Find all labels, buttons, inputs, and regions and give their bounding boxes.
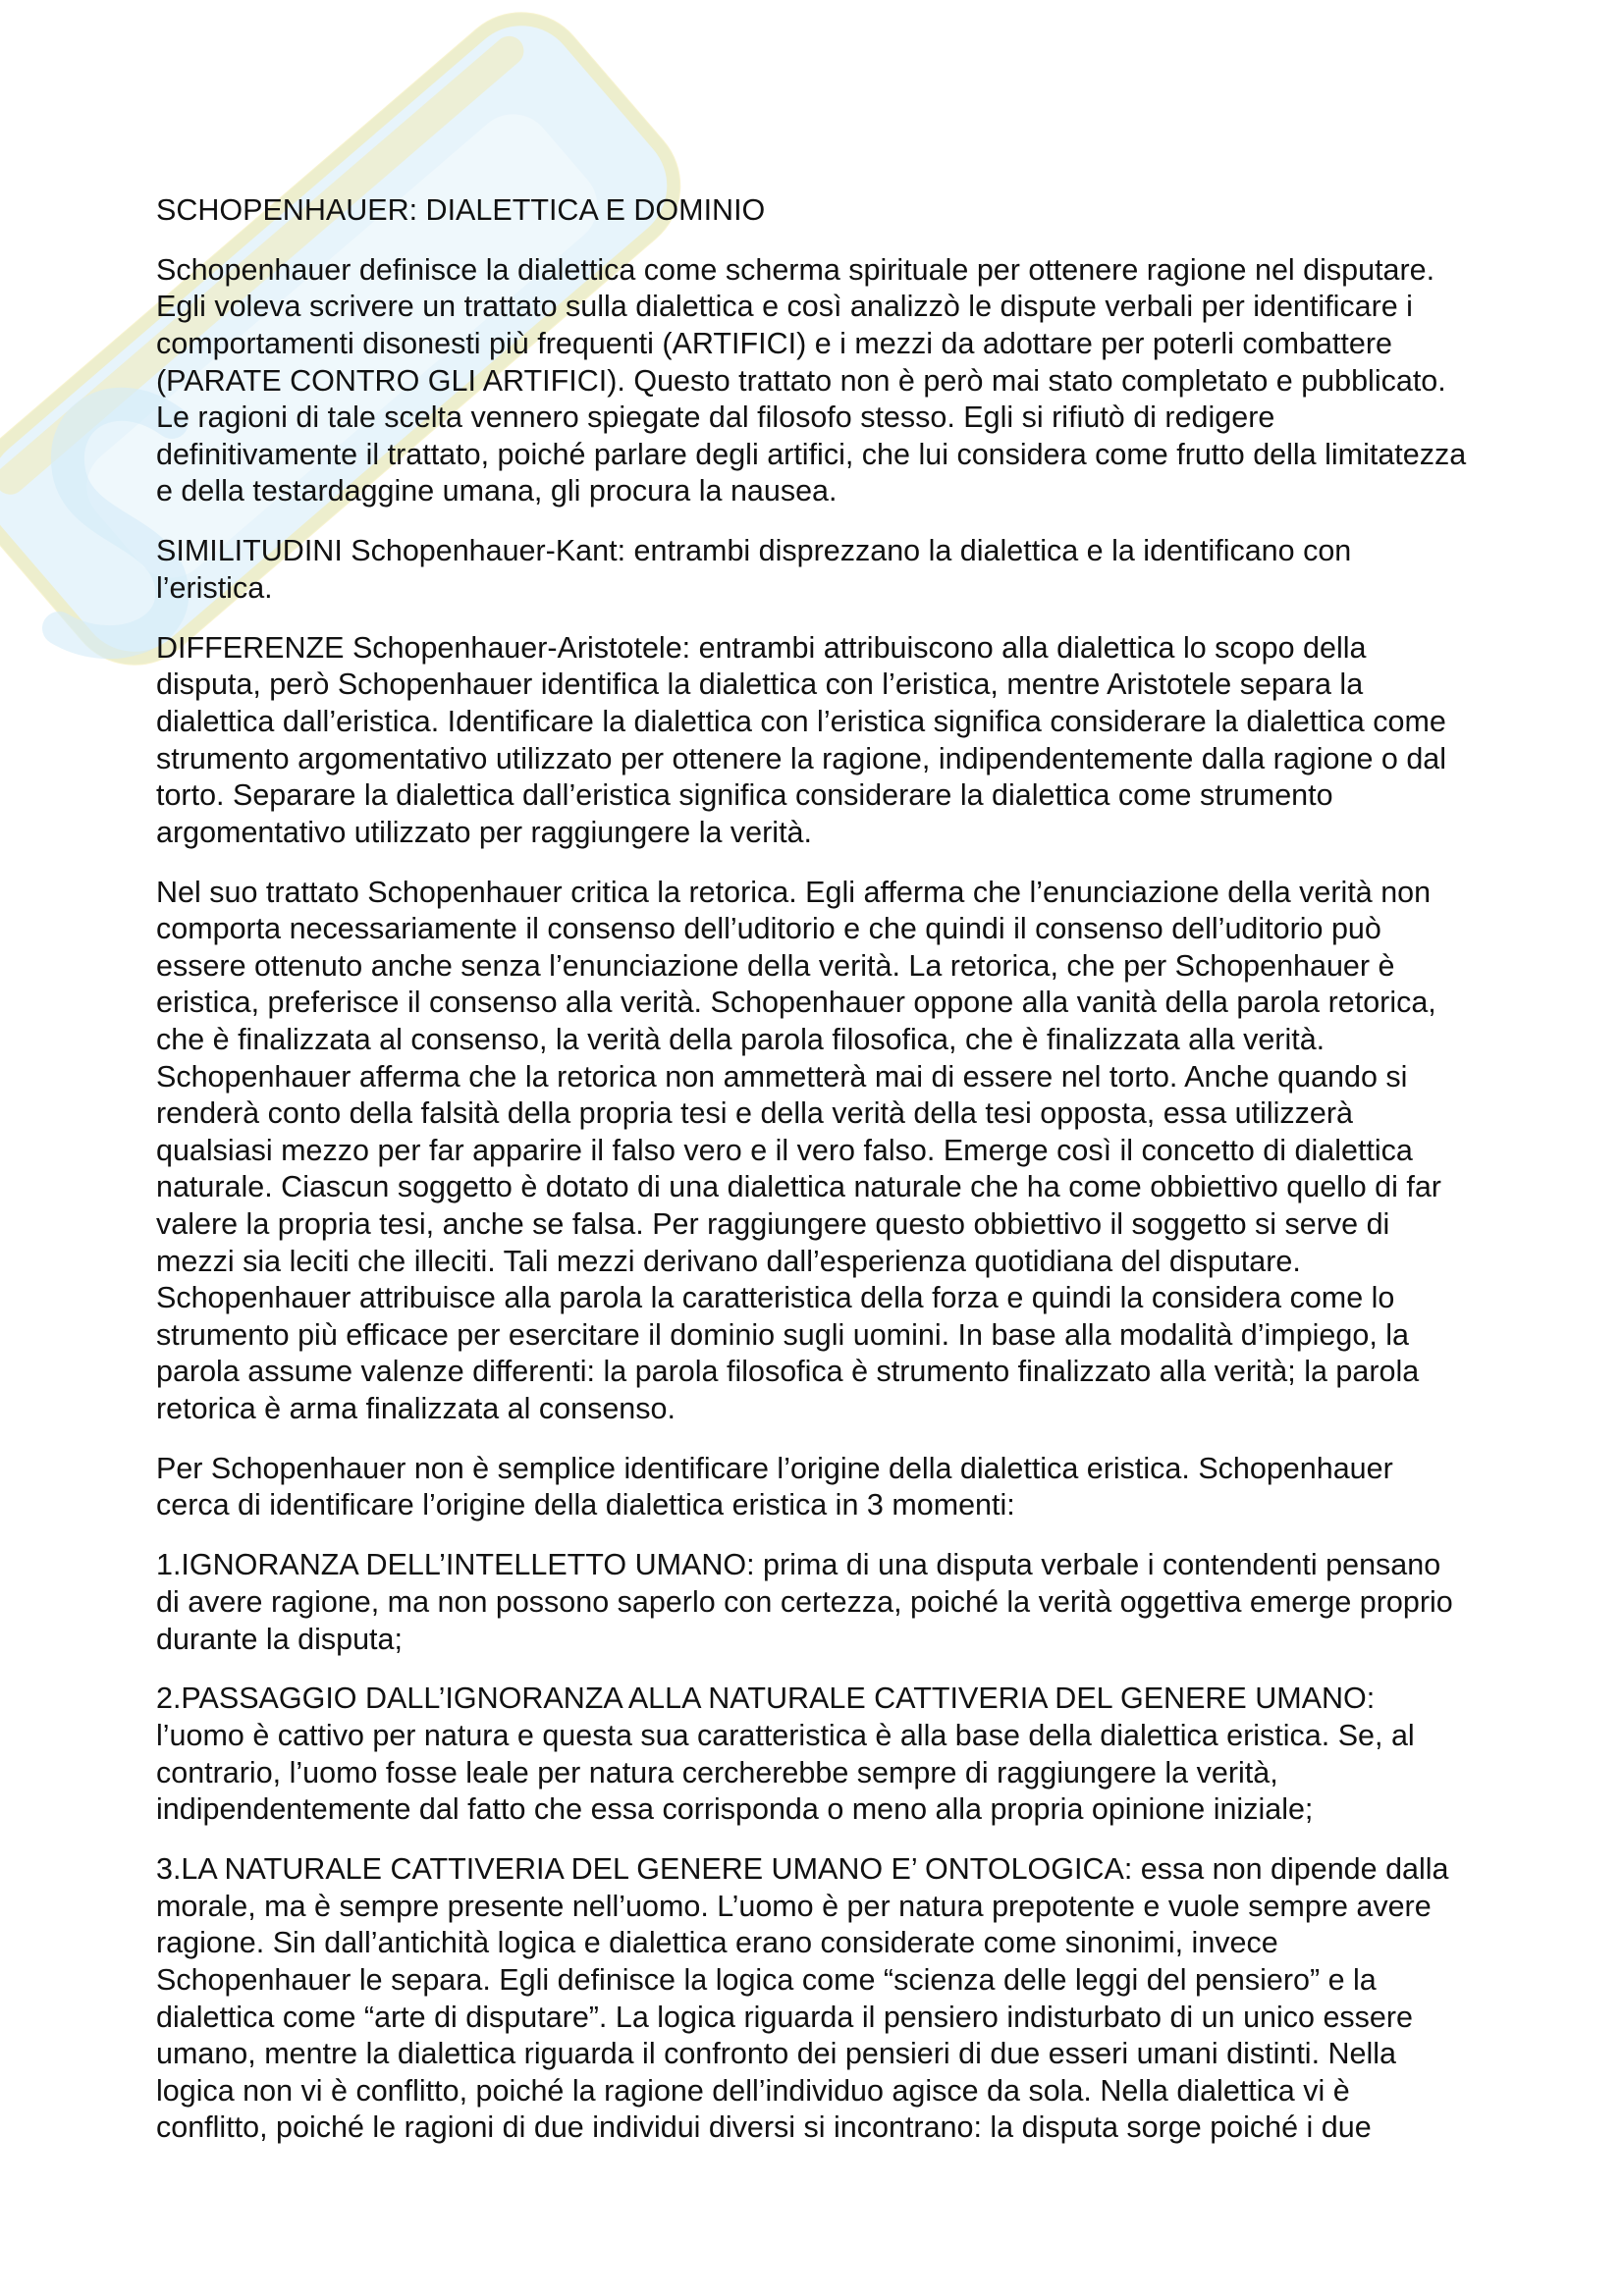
text-line: valere la propria tesi, anche se falsa. Per raggiungere questo obbiettivo il soggetto si serve di (156, 1207, 1390, 1242)
text-line: dialettica dall’eristica. Identificare la dialettica con l’eristica significa considerare la dialettica come (156, 705, 1446, 739)
text-line: di avere ragione, ma non possono saperlo con certezza, poiché la verità oggettiva emerge proprio (156, 1584, 1453, 1619)
origin-point-1 (156, 1547, 1511, 1658)
text-line: Schopenhauer attribuisce alla parola la caratteristica della forza e quindi la considera come lo (156, 1281, 1395, 1315)
intro-paragraph (156, 252, 1511, 510)
differences-paragraph (156, 630, 1511, 852)
text-line: indipendentemente dal fatto che essa corrisponda o meno alla propria opinione iniziale; (156, 1792, 1314, 1827)
text-line: comporta necessariamente il consenso dell’uditorio e che quindi il consenso dell’uditorio può (156, 912, 1381, 946)
text-line: durante la disputa; (156, 1622, 403, 1656)
text-line: conflitto, poiché le ragioni di due individui diversi si incontrano: la disputa sorge poiché i due (156, 2110, 1372, 2145)
origin-paragraph (156, 1451, 1511, 1524)
text-line: morale, ma è sempre presente nell’uomo. L’uomo è per natura prepotente e vuole sempre avere (156, 1889, 1432, 1923)
text-line: e della testardaggine umana, gli procura la nausea. (156, 474, 838, 508)
text-line: 1.IGNORANZA DELL’INTELLETTO UMANO: prima di una disputa verbale i contendenti pensano (156, 1548, 1441, 1582)
text-line: strumento argomentativo utilizzato per ottenere la ragione, indipendentemente dalla ragione o dal (156, 741, 1447, 775)
text-line: eristica, preferisce il consenso alla verità. Schopenhauer oppone alla vanità della parola retorica, (156, 986, 1436, 1020)
text-line: ragione. Sin dall’antichità logica e dialettica erano considerate come sinonimi, invece (156, 1926, 1278, 1960)
origin-point-2 (156, 1681, 1511, 1828)
text-line: parola assume valenze differenti: la parola filosofica è strumento finalizzato alla verità; la parola (156, 1355, 1420, 1389)
text-line: definitivamente il trattato, poiché parlare degli artifici, che lui considera come frutto della limitatezza (156, 437, 1467, 471)
text-line: logica non vi è conflitto, poiché la ragione dell’individuo agisce da sola. Nella dialettica vi è (156, 2073, 1350, 2108)
text-line: 3.LA NATURALE CATTIVERIA DEL GENERE UMANO E’ ONTOLOGICA: essa non dipende dalla (156, 1852, 1449, 1887)
text-line: renderà conto della falsità della propria tesi e della verità della tesi opposta, essa utilizzerà (156, 1096, 1354, 1131)
text-line: DIFFERENZE Schopenhauer-Aristotele: entrambi attribuiscono alla dialettica lo scopo della (156, 630, 1367, 665)
rhetoric-paragraph (156, 875, 1511, 1428)
text-line: argomentativo utilizzato per raggiungere la verità. (156, 815, 812, 849)
text-line: essere ottenuto anche senza l’enunciazione della verità. La retorica, che per Schopenhauer è (156, 948, 1395, 983)
text-line: 2.PASSAGGIO DALL’IGNORANZA ALLA NATURALE CATTIVERIA DEL GENERE UMANO: (156, 1682, 1376, 1716)
text-line: l’uomo è cattivo per natura e questa sua caratteristica è alla base della dialettica eristica. Se, al (156, 1719, 1415, 1753)
text-line: che è finalizzata al consenso, la verità della parola filosofica, che è finalizzata alla verità. (156, 1023, 1325, 1057)
text-line: naturale. Ciascun soggetto è dotato di una dialettica naturale che ha come obbiettivo quello di far (156, 1170, 1441, 1204)
text-line: Egli voleva scrivere un trattato sulla dialettica e così analizzò le dispute verbali per identificare i (156, 290, 1413, 324)
similarities-paragraph (156, 533, 1511, 607)
text-line: Schopenhauer afferma che la retorica non ammetterà mai di essere nel torto. Anche quando si (156, 1059, 1408, 1094)
text-line: Nel suo trattato Schopenhauer critica la retorica. Egli afferma che l’enunciazione della verità non (156, 875, 1432, 909)
text-line: mezzi sia leciti che illeciti. Tali mezzi derivano dall’esperienza quotidiana del disputare. (156, 1244, 1301, 1278)
text-line: cerca di identificare l’origine della dialettica eristica in 3 momenti: (156, 1488, 1015, 1522)
text-line: dialettica come “arte di disputare”. La logica riguarda il pensiero indisturbato di un unico essere (156, 2000, 1414, 2034)
text-line: umano, mentre la dialettica riguarda il confronto dei pensieri di due esseri umani distinti. Nella (156, 2037, 1397, 2071)
text-line: qualsiasi mezzo per far apparire il falso vero e il vero falso. Emerge così il concetto di dialettica (156, 1133, 1413, 1167)
document-page (156, 192, 1511, 2169)
text-line: disputa, però Schopenhauer identifica la dialettica con l’eristica, mentre Aristotele separa la (156, 667, 1364, 702)
text-line: (PARATE CONTRO GLI ARTIFICI). Questo trattato non è però mai stato completato e pubblicato. (156, 363, 1446, 398)
origin-point-3 (156, 1851, 1511, 2147)
text-line: retorica è arma finalizzata al consenso. (156, 1392, 676, 1425)
text-line: Le ragioni di tale scelta vennero spiegate dal filosofo stesso. Egli si rifiutò di redigere (156, 400, 1275, 435)
text-line: contrario, l’uomo fosse leale per natura cercherebbe sempre di raggiungere la verità, (156, 1755, 1278, 1789)
text-line: SIMILITUDINI Schopenhauer-Kant: entrambi disprezzano la dialettica e la identificano con (156, 534, 1352, 568)
text-line: l’eristica. (156, 570, 273, 605)
text-line: Per Schopenhauer non è semplice identificare l’origine della dialettica eristica. Schopenhauer (156, 1451, 1393, 1485)
text-line: Schopenhauer definisce la dialettica come scherma spirituale per ottenere ragione nel disputare. (156, 252, 1435, 287)
text-line: strumento più efficace per esercitare il dominio sugli uomini. In base alla modalità d’impiego, la (156, 1317, 1410, 1352)
text-line: torto. Separare la dialettica dall’eristica significa considerare la dialettica come strumento (156, 778, 1333, 813)
text-line: comportamenti disonesti più frequenti (ARTIFICI) e i mezzi da adottare per poterli combattere (156, 327, 1392, 361)
document-title: SCHOPENHAUER: DIALETTICA E DOMINIO (156, 193, 766, 227)
text-line: Schopenhauer le separa. Egli definisce la logica come “scienza delle leggi del pensiero” e la (156, 1962, 1377, 1997)
